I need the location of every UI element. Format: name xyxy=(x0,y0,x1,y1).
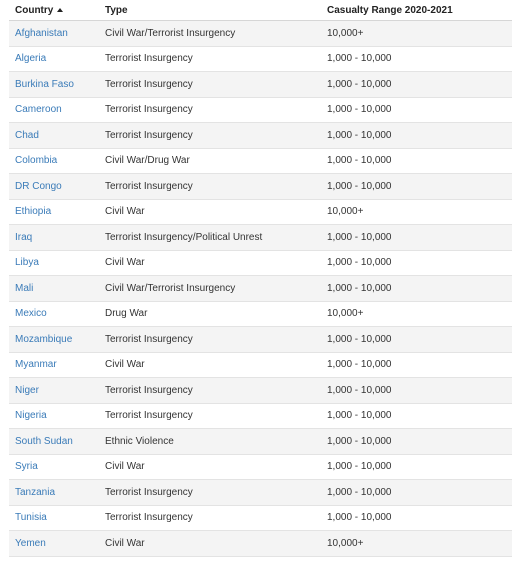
country-link[interactable]: Afghanistan xyxy=(15,27,68,39)
casualty-range-cell: 10,000+ xyxy=(321,531,512,557)
country-link[interactable]: Cameroon xyxy=(15,104,62,116)
country-cell xyxy=(9,123,99,149)
table-row xyxy=(9,72,512,98)
table-row xyxy=(9,480,512,506)
country-cell xyxy=(9,352,99,378)
country-link[interactable]: Chad xyxy=(15,129,39,141)
conflict-type-cell: Drug War xyxy=(99,301,321,327)
conflict-type-cell: Terrorist Insurgency xyxy=(99,123,321,149)
casualty-range-cell: 1,000 - 10,000 xyxy=(321,403,512,429)
casualty-range-cell: 1,000 - 10,000 xyxy=(321,327,512,353)
country-cell xyxy=(9,148,99,174)
country-link[interactable]: Tanzania xyxy=(15,486,56,498)
table-row xyxy=(9,250,512,276)
conflict-type-cell: Terrorist Insurgency/Political Unrest xyxy=(99,225,321,251)
column-header-casualty-range-label: Casualty Range 2020-2021 xyxy=(327,4,453,16)
table-row xyxy=(9,403,512,429)
country-cell xyxy=(9,327,99,353)
country-cell xyxy=(9,225,99,251)
country-link[interactable]: South Sudan xyxy=(15,435,73,447)
table-row xyxy=(9,148,512,174)
country-cell xyxy=(9,454,99,480)
country-cell xyxy=(9,199,99,225)
country-cell xyxy=(9,429,99,455)
country-link[interactable]: Burkina Faso xyxy=(15,78,74,90)
country-cell xyxy=(9,97,99,123)
table-row xyxy=(9,378,512,404)
column-header-country[interactable] xyxy=(9,0,99,21)
conflict-type-cell: Civil War xyxy=(99,199,321,225)
country-cell xyxy=(9,46,99,72)
country-link[interactable]: Nigeria xyxy=(15,410,47,422)
table-row xyxy=(9,174,512,200)
conflict-type-cell: Terrorist Insurgency xyxy=(99,403,321,429)
conflict-type-cell: Terrorist Insurgency xyxy=(99,174,321,200)
country-cell xyxy=(9,505,99,531)
conflict-type-cell: Terrorist Insurgency xyxy=(99,505,321,531)
conflict-table-container xyxy=(9,0,512,557)
table-row xyxy=(9,225,512,251)
conflict-type-cell: Civil War xyxy=(99,250,321,276)
conflict-type-cell: Terrorist Insurgency xyxy=(99,72,321,98)
conflict-type-cell: Civil War xyxy=(99,454,321,480)
table-row xyxy=(9,531,512,557)
country-link[interactable]: Tunisia xyxy=(15,512,47,524)
table-header xyxy=(9,0,512,21)
country-cell xyxy=(9,174,99,200)
country-link[interactable]: Mexico xyxy=(15,308,47,320)
table-row xyxy=(9,352,512,378)
casualty-range-cell: 1,000 - 10,000 xyxy=(321,505,512,531)
country-link[interactable]: Niger xyxy=(15,384,39,396)
conflict-type-cell: Civil War/Terrorist Insurgency xyxy=(99,21,321,47)
conflict-type-cell: Civil War/Terrorist Insurgency xyxy=(99,276,321,302)
conflict-type-cell: Ethnic Violence xyxy=(99,429,321,455)
country-link[interactable]: Syria xyxy=(15,461,38,473)
table-row xyxy=(9,301,512,327)
conflict-type-cell: Civil War xyxy=(99,352,321,378)
table-row xyxy=(9,21,512,47)
header-row xyxy=(9,0,512,21)
casualty-range-cell: 1,000 - 10,000 xyxy=(321,378,512,404)
column-header-casualty-range[interactable] xyxy=(321,0,512,21)
country-cell xyxy=(9,301,99,327)
column-header-country-label: Country xyxy=(15,4,54,16)
conflict-table xyxy=(9,0,512,557)
table-row xyxy=(9,505,512,531)
casualty-range-cell: 1,000 - 10,000 xyxy=(321,250,512,276)
conflict-type-cell: Civil War xyxy=(99,531,321,557)
column-header-type[interactable] xyxy=(99,0,321,21)
casualty-range-cell: 1,000 - 10,000 xyxy=(321,123,512,149)
casualty-range-cell: 1,000 - 10,000 xyxy=(321,72,512,98)
casualty-range-cell: 1,000 - 10,000 xyxy=(321,46,512,72)
country-link[interactable]: Colombia xyxy=(15,155,58,167)
country-link[interactable]: DR Congo xyxy=(15,180,62,192)
country-link[interactable]: Yemen xyxy=(15,537,46,549)
casualty-range-cell: 1,000 - 10,000 xyxy=(321,276,512,302)
table-row xyxy=(9,46,512,72)
country-link[interactable]: Mozambique xyxy=(15,333,73,345)
table-row xyxy=(9,123,512,149)
table-row xyxy=(9,199,512,225)
country-link[interactable]: Algeria xyxy=(15,53,47,65)
country-cell xyxy=(9,250,99,276)
table-row xyxy=(9,276,512,302)
country-link[interactable]: Myanmar xyxy=(15,359,57,371)
conflict-type-cell: Civil War/Drug War xyxy=(99,148,321,174)
column-header-type-label: Type xyxy=(105,4,128,16)
country-cell xyxy=(9,480,99,506)
country-cell xyxy=(9,72,99,98)
country-link[interactable]: Ethiopia xyxy=(15,206,52,218)
table-body xyxy=(9,21,512,557)
country-link[interactable]: Iraq xyxy=(15,231,33,243)
conflict-type-cell: Terrorist Insurgency xyxy=(99,327,321,353)
casualty-range-cell: 1,000 - 10,000 xyxy=(321,480,512,506)
country-cell xyxy=(9,276,99,302)
conflict-type-cell: Terrorist Insurgency xyxy=(99,97,321,123)
country-link[interactable]: Mali xyxy=(15,282,34,294)
table-row xyxy=(9,454,512,480)
country-cell xyxy=(9,403,99,429)
country-cell xyxy=(9,531,99,557)
casualty-range-cell: 1,000 - 10,000 xyxy=(321,148,512,174)
conflict-type-cell: Terrorist Insurgency xyxy=(99,378,321,404)
sort-ascending-icon xyxy=(57,8,63,12)
country-cell xyxy=(9,21,99,47)
conflict-type-cell: Terrorist Insurgency xyxy=(99,46,321,72)
country-link[interactable]: Libya xyxy=(15,257,39,269)
casualty-range-cell: 1,000 - 10,000 xyxy=(321,174,512,200)
casualty-range-cell: 1,000 - 10,000 xyxy=(321,225,512,251)
table-row xyxy=(9,429,512,455)
country-cell xyxy=(9,378,99,404)
casualty-range-cell: 10,000+ xyxy=(321,21,512,47)
table-row xyxy=(9,97,512,123)
casualty-range-cell: 10,000+ xyxy=(321,199,512,225)
conflict-type-cell: Terrorist Insurgency xyxy=(99,480,321,506)
casualty-range-cell: 10,000+ xyxy=(321,301,512,327)
casualty-range-cell: 1,000 - 10,000 xyxy=(321,97,512,123)
casualty-range-cell: 1,000 - 10,000 xyxy=(321,429,512,455)
casualty-range-cell: 1,000 - 10,000 xyxy=(321,352,512,378)
casualty-range-cell: 1,000 - 10,000 xyxy=(321,454,512,480)
table-row xyxy=(9,327,512,353)
